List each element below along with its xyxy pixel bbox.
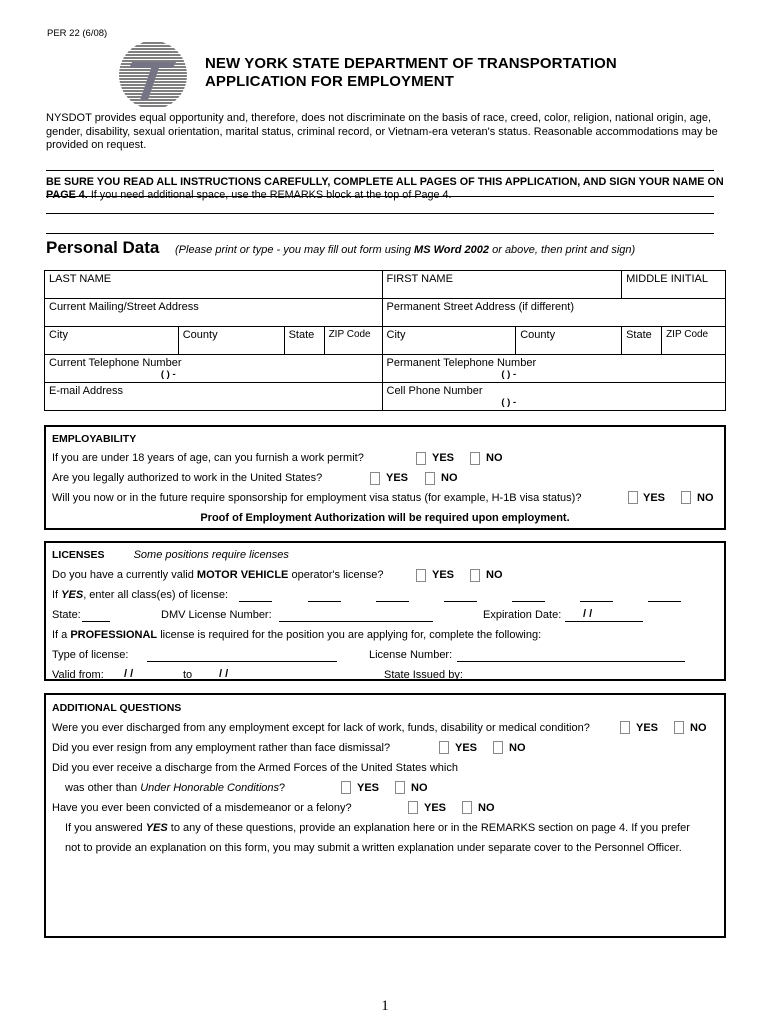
divider xyxy=(46,170,714,171)
page-title xyxy=(205,55,617,91)
resign-no-checkbox[interactable] xyxy=(493,741,503,754)
page-number: 1 xyxy=(381,998,389,1014)
instructions-normal: If you need additional space, use the REMARKS block at the top of Page 4. xyxy=(90,189,452,201)
discharged-no-checkbox[interactable] xyxy=(674,721,684,734)
first-name-field[interactable] xyxy=(382,271,622,299)
t-end: ? xyxy=(279,782,286,794)
license-number-label: License Number: xyxy=(369,649,453,661)
motor-vehicle-yes-checkbox[interactable] xyxy=(416,569,426,582)
current-state-field[interactable] xyxy=(284,327,324,355)
t: If you answered xyxy=(65,822,146,834)
permanent-address-field[interactable] xyxy=(382,299,726,327)
title-line-1: NEW YORK STATE DEPARTMENT OF TRANSPORTATION xyxy=(205,55,617,72)
permanent-phone-field[interactable] xyxy=(382,355,726,383)
no-label: NO xyxy=(697,492,714,504)
yes-label: YES xyxy=(455,742,478,754)
license-class-field-2[interactable] xyxy=(308,601,341,602)
license-classes-label xyxy=(52,589,228,601)
phone-mask: ( ) - xyxy=(160,369,176,380)
current-address-label: Current Mailing/Street Address xyxy=(49,301,199,313)
current-phone-label: Current Telephone Number xyxy=(49,357,182,369)
to-label: to xyxy=(183,669,193,681)
proof-of-authorization-note: Proof of Employment Authorization will be required upon employment. xyxy=(200,512,570,524)
license-number-field[interactable] xyxy=(457,661,685,662)
expiration-date-field[interactable] xyxy=(565,621,643,622)
permanent-phone-label: Permanent Telephone Number xyxy=(386,357,537,369)
motor-vehicle-no-checkbox[interactable] xyxy=(470,569,480,582)
no-label: NO xyxy=(441,472,458,484)
explanation-instruction xyxy=(65,822,690,834)
license-type-label: Type of license: xyxy=(52,649,129,661)
armed-forces-question: Did you ever receive a discharge from the Armed Forces of the United States which xyxy=(52,762,458,774)
subtitle-text-end: or above, then print and sign) xyxy=(489,244,636,256)
cell-phone-label: Cell Phone Number xyxy=(386,385,483,397)
license-class-field-4[interactable] xyxy=(444,601,477,602)
divider xyxy=(46,213,714,214)
work-authorization-question: Are you legally authorized to work in the United States? xyxy=(52,472,323,484)
middle-initial-field[interactable] xyxy=(622,271,726,299)
zip-label: ZIP Code xyxy=(328,329,371,340)
conviction-no-checkbox[interactable] xyxy=(462,801,472,814)
current-zip-field[interactable] xyxy=(324,327,382,355)
q-bold: MOTOR VEHICLE xyxy=(196,569,289,581)
subtitle-bold: MS Word 2002 xyxy=(414,244,490,256)
license-class-field-1[interactable] xyxy=(239,601,272,602)
no-label: NO xyxy=(509,742,526,754)
explanation-instruction-cont: not to provide an explanation on this form, you may submit a written explanation under separate cover to the Personnel Officer. xyxy=(65,842,682,854)
personal-data-table xyxy=(44,270,726,411)
state-issued-label: State Issued by: xyxy=(384,669,463,681)
state-label: State xyxy=(288,329,315,341)
q-text-end: operator's license? xyxy=(288,569,384,581)
permanent-state-field[interactable] xyxy=(622,327,662,355)
current-city-field[interactable] xyxy=(45,327,179,355)
license-class-field-5[interactable] xyxy=(512,601,545,602)
yes-label: YES xyxy=(386,472,409,484)
dmv-number-label: DMV License Number: xyxy=(161,609,272,621)
divider xyxy=(46,233,714,234)
form-code: PER 22 (6/08) xyxy=(47,28,108,39)
visa-no-checkbox[interactable] xyxy=(681,491,691,504)
county-label: County xyxy=(520,329,556,341)
last-name-field[interactable] xyxy=(45,271,383,299)
middle-initial-label: MIDDLE INITIAL xyxy=(626,273,708,285)
nysdot-logo xyxy=(118,40,188,110)
t-end: license is required for the position you are applying for, complete the following: xyxy=(157,629,542,641)
employability-heading: EMPLOYABILITY xyxy=(52,433,137,445)
city-label: City xyxy=(49,329,68,341)
instructions xyxy=(46,176,726,202)
work-permit-no-checkbox[interactable] xyxy=(470,452,480,465)
visa-sponsorship-question: Will you now or in the future require sponsorship for employment visa status (for example, H-1B visa status)? xyxy=(52,492,582,504)
resign-yes-checkbox[interactable] xyxy=(439,741,449,754)
work-permit-question: If you are under 18 years of age, can you furnish a work permit? xyxy=(52,452,364,464)
phone-mask: ( ) - xyxy=(501,397,517,408)
yes-label: YES xyxy=(643,492,666,504)
eeo-notice: NYSDOT provides equal opportunity and, therefore, does not discriminate on the basis of race, creed, color, religion, national origin, age, gender, disability, sexual orientation, marital status, criminal record, or Vietnam-era veteran's status. Reasonable accommodations may be provided on request. xyxy=(46,112,718,151)
q-text: Do you have a currently valid xyxy=(52,569,197,581)
armed-forces-yes-checkbox[interactable] xyxy=(341,781,351,794)
no-label: NO xyxy=(411,782,428,794)
title-line-2: APPLICATION FOR EMPLOYMENT xyxy=(205,73,454,90)
licenses-heading: LICENSES xyxy=(52,549,105,561)
valid-to-mask: / / xyxy=(219,668,229,680)
armed-forces-question-cont xyxy=(65,782,285,794)
license-class-field-6[interactable] xyxy=(580,601,613,602)
expiration-date-label: Expiration Date: xyxy=(483,609,562,621)
additional-questions-heading: ADDITIONAL QUESTIONS xyxy=(52,702,182,714)
armed-forces-no-checkbox[interactable] xyxy=(395,781,405,794)
motor-vehicle-question xyxy=(52,569,383,581)
work-permit-yes-checkbox[interactable] xyxy=(416,452,426,465)
employability-section xyxy=(44,425,726,530)
licenses-note: Some positions require licenses xyxy=(133,549,289,561)
email-label: E-mail Address xyxy=(49,385,123,397)
permanent-city-field[interactable] xyxy=(382,327,516,355)
section-title-personal-data: Personal Data xyxy=(46,238,160,257)
valid-from-mask: / / xyxy=(124,668,134,680)
no-label: NO xyxy=(690,722,707,734)
t-italic: Under Honorable Conditions xyxy=(140,782,280,794)
valid-from-label: Valid from: xyxy=(52,669,104,681)
license-class-field-3[interactable] xyxy=(376,601,409,602)
yes-label: YES xyxy=(432,569,455,581)
cell-phone-field[interactable] xyxy=(382,383,726,411)
current-county-field[interactable] xyxy=(178,327,284,355)
state-label: State: xyxy=(52,609,81,621)
discharged-yes-checkbox[interactable] xyxy=(620,721,630,734)
licenses-heading-row xyxy=(52,549,289,561)
instructions-bold: BE SURE YOU READ ALL INSTRUCTIONS CAREFULLY, COMPLETE ALL PAGES OF THIS APPLICATION, AND SIGN YOUR NAME ON PAGE 4. xyxy=(46,176,724,201)
permanent-zip-field[interactable] xyxy=(662,327,726,355)
no-label: NO xyxy=(486,452,503,464)
discharged-question: Were you ever discharged from any employment except for lack of work, funds, disability or medical condition? xyxy=(52,722,590,734)
state-label: State xyxy=(626,329,652,341)
license-state-field[interactable] xyxy=(82,621,110,622)
conviction-yes-checkbox[interactable] xyxy=(408,801,418,814)
last-name-label: LAST NAME xyxy=(49,273,112,285)
t-end: to any of these questions, provide an explanation here or in the REMARKS section on page 4. If you prefer xyxy=(167,822,690,834)
work-auth-yes-checkbox[interactable] xyxy=(370,472,380,485)
zip-label: ZIP Code xyxy=(666,329,709,340)
professional-license-instruction xyxy=(52,629,541,641)
t-bold: YES xyxy=(61,589,84,601)
yes-label: YES xyxy=(432,452,455,464)
license-class-field-7[interactable] xyxy=(648,601,681,602)
no-label: NO xyxy=(478,802,495,814)
t-bold: YES xyxy=(145,822,168,834)
additional-questions-section xyxy=(44,693,726,938)
yes-label: YES xyxy=(357,782,380,794)
visa-yes-checkbox[interactable] xyxy=(628,491,638,504)
conviction-question: Have you ever been convicted of a misdemeanor or a felony? xyxy=(52,802,352,814)
no-label: NO xyxy=(486,569,503,581)
first-name-label: FIRST NAME xyxy=(386,273,453,285)
current-address-field[interactable] xyxy=(45,299,383,327)
county-label: County xyxy=(182,329,218,341)
t-end: , enter all class(es) of license: xyxy=(83,589,229,601)
strike-line xyxy=(46,196,714,197)
licenses-section xyxy=(44,541,726,681)
personal-data-subtitle xyxy=(175,244,635,256)
license-type-field[interactable] xyxy=(147,661,337,662)
t: If xyxy=(52,589,62,601)
t-bold: PROFESSIONAL xyxy=(70,629,158,641)
city-label: City xyxy=(386,329,406,341)
explanation-textarea[interactable] xyxy=(52,860,718,930)
permanent-address-label: Permanent Street Address (if different) xyxy=(386,301,574,313)
dmv-number-field[interactable] xyxy=(279,621,433,622)
yes-label: YES xyxy=(636,722,659,734)
expiration-date-mask: / / xyxy=(583,608,593,620)
work-auth-no-checkbox[interactable] xyxy=(425,472,435,485)
resign-question: Did you ever resign from any employment rather than face dismissal? xyxy=(52,742,391,754)
t: If a xyxy=(52,629,71,641)
yes-label: YES xyxy=(424,802,447,814)
permanent-county-field[interactable] xyxy=(516,327,622,355)
phone-mask: ( ) - xyxy=(501,369,517,380)
t: was other than xyxy=(65,782,141,794)
subtitle-text: (Please print or type - you may fill out form using xyxy=(175,244,415,256)
